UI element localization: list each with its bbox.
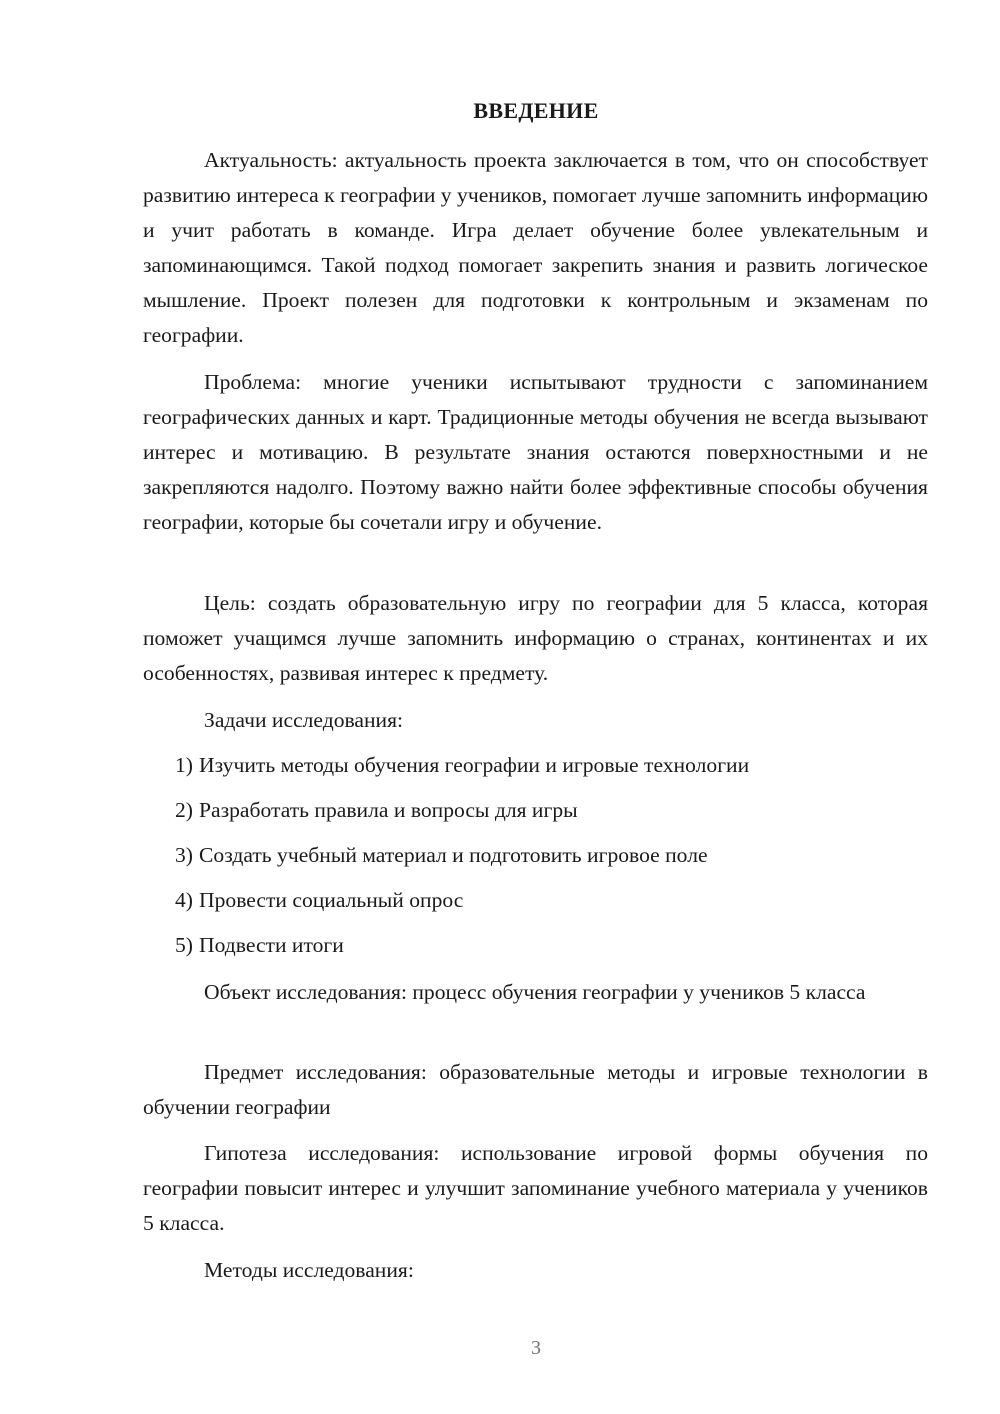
task-item [175, 838, 935, 873]
task-item [175, 928, 935, 963]
paragraph-goal: Цель: создать образовательную игру по географии для 5 класса, которая поможет учащимся лучше запомнить информацию о странах, континентах и их особенностях, развивая интерес к предмету. [143, 591, 928, 685]
task-text: Подвести итоги [199, 933, 344, 957]
task-number: 2) [175, 798, 193, 822]
paragraph-relevance: Актуальность: актуальность проекта заключается в том, что он способствует развитию интереса к географии у учеников, помогает лучше запомнить информацию и учит работать в команде. Игра делает обучение более увлекательным и запоминающимся. Такой подход помогает закрепить знания и развить логическое мышление. Проект полезен для подготовки к контрольным и экзаменам по географии. [143, 148, 928, 347]
task-text: Создать учебный материал и подготовить игровое поле [199, 843, 708, 867]
task-item [175, 748, 935, 783]
paragraph-problem: Проблема: многие ученики испытывают трудности с запоминанием географических данных и карт. Традиционные методы обучения не всегда вызывают интерес и мотивацию. В результате знания остаются поверхностными и не закрепляются надолго. Поэтому важно найти более эффективные способы обучения географии, которые бы сочетали игру и обучение. [143, 370, 928, 534]
tasks-title: Задачи исследования: [204, 708, 404, 732]
paragraph-subject: Предмет исследования: образовательные методы и игровые технологии в обучении географии [143, 1060, 928, 1119]
task-item [175, 883, 935, 918]
paragraph-object: Объект исследования: процесс обучения географии у учеников 5 класса [204, 980, 866, 1004]
task-number: 4) [175, 888, 193, 912]
methods-title: Методы исследования: [204, 1258, 414, 1282]
task-text: Изучить методы обучения географии и игровые технологии [199, 753, 750, 777]
page-number: 3 [531, 1337, 541, 1359]
task-number: 3) [175, 843, 193, 867]
paragraph-hypothesis: Гипотеза исследования: использование игровой формы обучения по географии повысит интерес и улучшит запоминание учебного материала у учеников 5 класса. [143, 1141, 928, 1235]
task-item [175, 793, 935, 828]
task-text: Провести социальный опрос [199, 888, 464, 912]
task-number: 5) [175, 933, 193, 957]
task-text: Разработать правила и вопросы для игры [199, 798, 578, 822]
task-number: 1) [175, 753, 193, 777]
section-heading: ВВЕДЕНИЕ [473, 98, 599, 123]
